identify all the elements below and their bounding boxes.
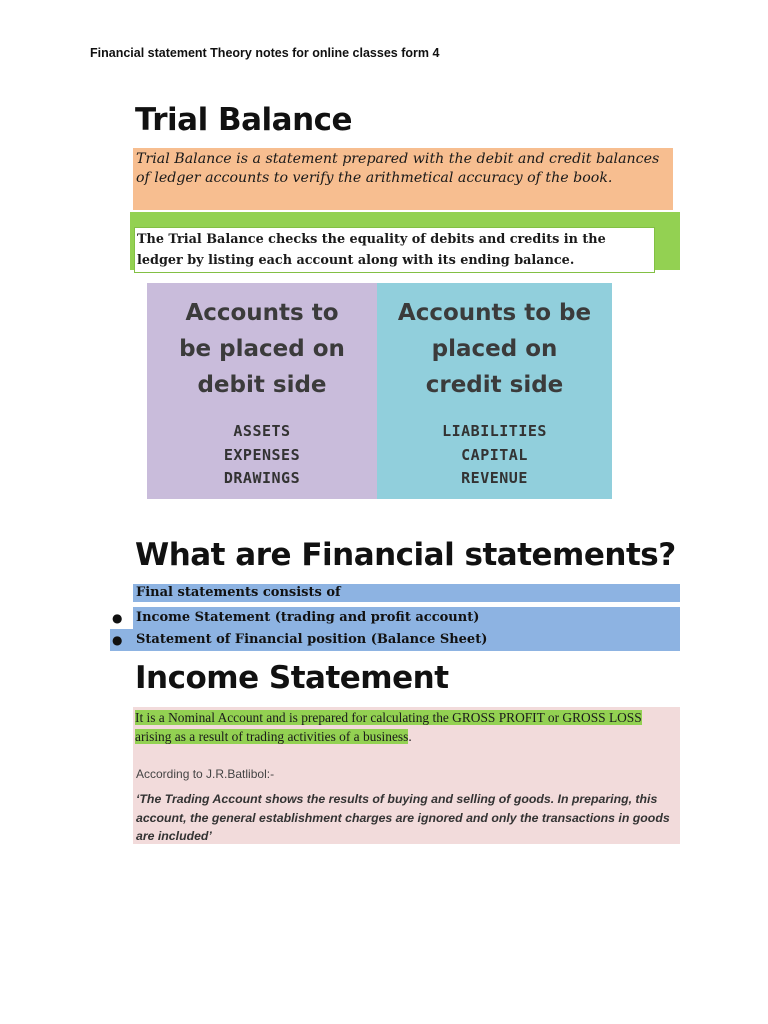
debit-items bbox=[147, 420, 377, 491]
income-statement-title: Income Statement bbox=[135, 660, 449, 696]
list-item bbox=[110, 629, 680, 651]
debit-side-column bbox=[147, 283, 377, 499]
trial-balance-title: Trial Balance bbox=[135, 102, 353, 138]
credit-item: REVENUE bbox=[461, 469, 528, 487]
financial-statements-title: What are Financial statements? bbox=[135, 537, 676, 573]
credit-items bbox=[377, 420, 612, 491]
financial-statements-list bbox=[110, 607, 680, 651]
list-item-text: Statement of Financial position (Balance Sheet) bbox=[136, 632, 488, 647]
debit-heading-line: Accounts to bbox=[185, 300, 339, 326]
definition-period: . bbox=[408, 729, 412, 744]
income-statement-definition bbox=[135, 708, 675, 746]
trial-balance-check-text: The Trial Balance checks the equality of debits and credits in the ledger by listing each account along with its ending balance. bbox=[134, 227, 655, 273]
trial-balance-check-box bbox=[130, 212, 680, 270]
credit-item: LIABILITIES bbox=[442, 422, 547, 440]
credit-item: CAPITAL bbox=[461, 445, 528, 464]
debit-item: EXPENSES bbox=[223, 445, 301, 464]
income-statement-definition-text: It is a Nominal Account and is prepared for calculating the GROSS PROFIT or GROSS LOSS arising as a result of trading activities of a business bbox=[135, 710, 642, 744]
debit-item: ASSETS bbox=[233, 422, 291, 440]
debit-heading-line: debit side bbox=[197, 372, 327, 398]
list-item-text: Income Statement (trading and profit account) bbox=[136, 610, 480, 625]
financial-statements-intro: Final statements consists of bbox=[133, 584, 680, 602]
trading-account-quote: ‘The Trading Account shows the results of buying and selling of goods. In preparing, this account, the general establishment charges are ignored and only the transactions in goods are included’ bbox=[136, 792, 670, 843]
credit-heading-line: Accounts to be bbox=[397, 300, 592, 326]
income-statement-box bbox=[133, 707, 680, 844]
trial-balance-definition: Trial Balance is a statement prepared with the debit and credit balances of ledger accounts to verify the arithmetical accuracy of the book. bbox=[133, 148, 673, 210]
debit-heading bbox=[147, 295, 377, 403]
bullet-icon: ● bbox=[112, 611, 123, 625]
credit-heading-line: placed on bbox=[431, 336, 558, 362]
debit-item: DRAWINGS bbox=[223, 469, 301, 487]
credit-side-column bbox=[377, 283, 612, 499]
document-header: Financial statement Theory notes for online classes form 4 bbox=[90, 46, 440, 60]
credit-heading bbox=[377, 295, 612, 403]
credit-heading-line: credit side bbox=[425, 372, 564, 398]
according-to-label: According to J.R.Batlibol:- bbox=[136, 767, 275, 781]
bullet-icon: ● bbox=[112, 633, 123, 647]
list-item bbox=[110, 607, 680, 629]
debit-heading-line: be placed on bbox=[179, 336, 345, 362]
